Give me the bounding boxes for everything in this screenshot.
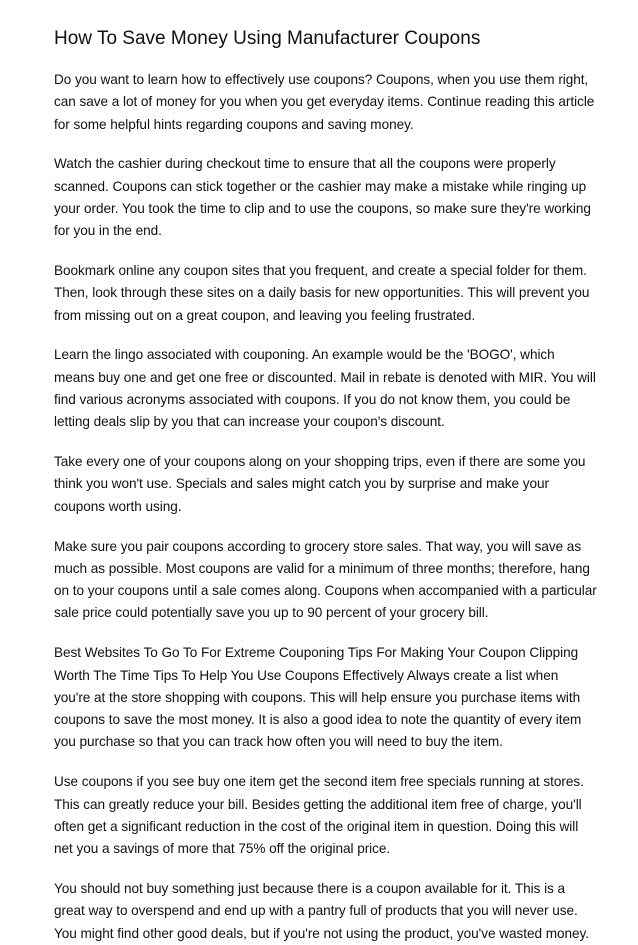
paragraph-1: Do you want to learn how to effectively use coupons? Coupons, when you use them right, can save a lot of money for you when you get everyday items. Continue reading this article for some helpful hints regarding coupons and saving money. <box>54 72 595 132</box>
paragraph-8: Use coupons if you see buy one item get the second item free specials running at stores. This can greatly reduce your bill. Besides getting the additional item free of charge, you'll often get a significant reduction in the cost of the original item in question. Doing this will net you a savings of more that 75% off the original price. <box>54 774 584 857</box>
paragraph-2: Watch the cashier during checkout time to ensure that all the coupons were properly scanned. Coupons can stick together or the cashier may make a mistake while ringing up your order. You took the time to clip and to use the coupons, so make sure they're working for you in the end. <box>54 156 591 239</box>
paragraph-4: Learn the lingo associated with couponing. An example would be the 'BOGO', which means buy one and get one free or discounted. Mail in rebate is denoted with MIR. You will find various acronyms associated with coupons. If you do not know them, you could be letting deals slip by you that can increase your coupon's discount. <box>54 347 596 430</box>
document-title: How To Save Money Using Manufacturer Coupons <box>54 28 481 49</box>
paragraph-3: Bookmark online any coupon sites that you frequent, and create a special folder for them. Then, look through these sites on a daily basis for new opportunities. This will prevent you from missing out on a great coupon, and leaving you feeling frustrated. <box>54 263 590 323</box>
paragraph-5: Take every one of your coupons along on your shopping trips, even if there are some you think you won't use. Specials and sales might catch you by surprise and make your coupons worth using. <box>54 454 586 514</box>
paragraph-7: Best Websites To Go To For Extreme Couponing Tips For Making Your Coupon Clipping Worth The Time Tips To Help You Use Coupons Effectively Always create a list when you're at the store shopping with coupons. This will help ensure you purchase items with coupons to save the most money. It is also a good idea to note the quantity of every item you purchase so that you can track how often you will need to buy the item. <box>54 645 582 750</box>
paragraph-6: Make sure you pair coupons according to grocery store sales. That way, you will save as much as possible. Most coupons are valid for a minimum of three months; therefore, hang on to your coupons until a sale comes along. Coupons when accompanied with a particular sale price could potentially save you up to 90 percent of your grocery bill. <box>54 538 597 621</box>
paragraph-9: You should not buy something just because there is a coupon available for it. This is a great way to overspend and end up with a pantry full of products that you will never use. You might find other good deals, but if you're not using the product, you've wasted money. <box>54 880 589 941</box>
